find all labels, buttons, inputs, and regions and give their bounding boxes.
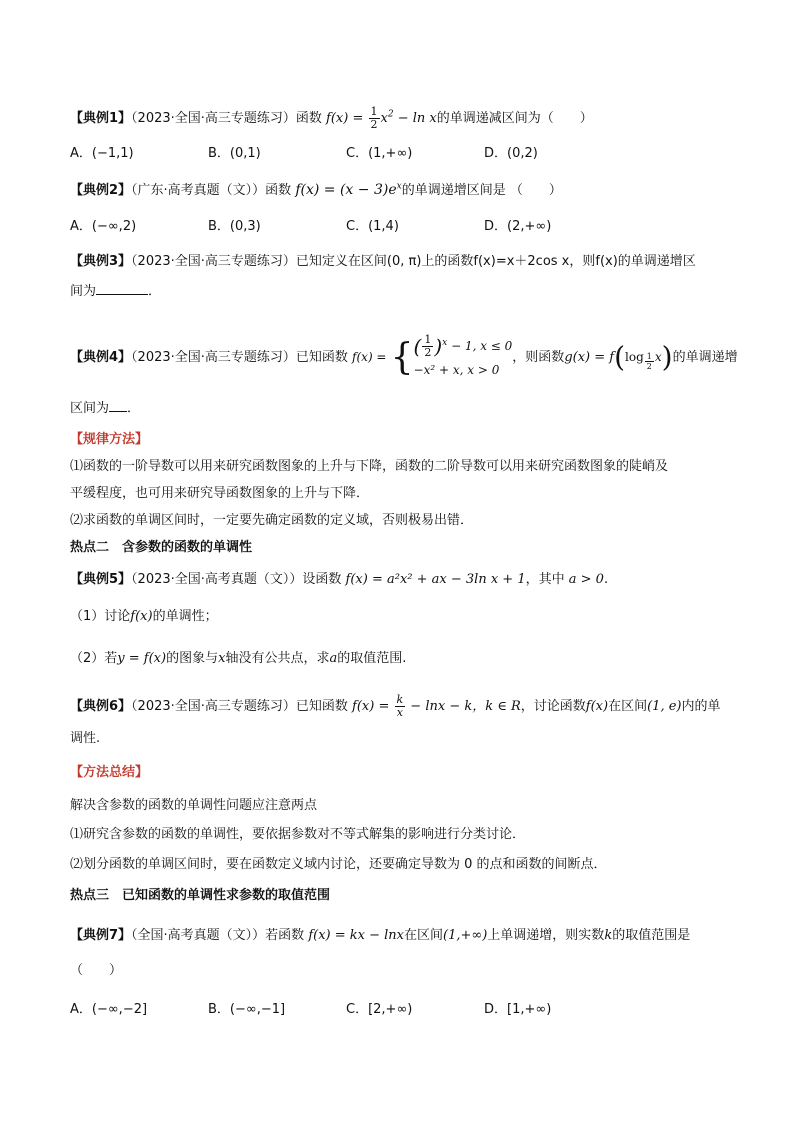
piecewise-brace: { <box>390 336 414 378</box>
example-4-g-function: g(x) = f <box>564 350 615 365</box>
example-4-line-2 <box>70 399 140 418</box>
answer-blank <box>96 282 148 295</box>
example-4-label: 【典例4】 <box>70 350 132 365</box>
example-1-function-var: x <box>380 111 388 126</box>
example-6-label: 【典例6】 <box>70 699 132 714</box>
example-4-question: 的单调递增 <box>672 350 738 365</box>
example-6-source: （2023·全国·高三专题练习）已知函数 <box>131 699 348 714</box>
example-7-k: k <box>604 928 613 943</box>
example-7-option-b: B．(−∞,−1] <box>208 1002 286 1017</box>
example-1-option-b: B．(0,1) <box>208 146 261 161</box>
example-7-source: （全国·高考真题（文））若函数 <box>131 928 305 943</box>
example-2-option-b: B．(0,3) <box>208 219 261 234</box>
piecewise-case-1: ( $\frac{1}{2}$ )$^x$ − 1, x ≤ 0 <box>413 333 513 359</box>
method-summary-point-1: ⑴研究含参数的函数的单调性，要依据参数对不等式解集的影响进行分类讨论． <box>70 827 526 842</box>
example-3-label: 【典例3】 <box>70 254 132 269</box>
example-6-fraction <box>395 694 406 719</box>
example-1-fraction <box>369 106 380 131</box>
example-7-option-c: C．[2,+∞) <box>346 1002 413 1017</box>
rule-method-title: 【规律方法】 <box>70 432 149 447</box>
piecewise-case-1-fraction <box>422 334 433 359</box>
example-3-period: ． <box>148 284 162 299</box>
example-1-question: 的单调递减区间为（ ） <box>436 111 593 126</box>
example-7-option-d: D．[1,+∞) <box>484 1002 552 1017</box>
question-2-mid2: 轴没有公共点，求 <box>225 651 330 666</box>
example-1-source: （2023·全国·高三专题练习）函数 <box>131 111 322 126</box>
example-7-question: 的取值范围是 <box>612 928 691 943</box>
example-6 <box>70 694 721 719</box>
example-5-function: f(x) = a²x² + ax − 3ln x + 1 <box>345 572 526 587</box>
example-2 <box>70 181 562 200</box>
example-6-frac-numerator: k <box>396 693 404 706</box>
piecewise-case-2: −x² + x, x > 0 <box>413 363 500 377</box>
section-heading-3: 热点三 已知函数的单调性求参数的取值范围 <box>70 888 331 903</box>
example-2-source: （广东·高考真题（文））函数 <box>131 183 292 198</box>
example-7-interval: (1,+∞) <box>443 928 488 943</box>
example-2-option-d: D．(2,+∞) <box>484 219 552 234</box>
question-2-end: 的取值范围. <box>337 651 407 666</box>
example-1-option-d: D．(0,2) <box>484 146 538 161</box>
example-7-text-line-2: （ ） <box>70 963 123 978</box>
log-base-fraction <box>645 352 654 371</box>
example-5-label: 【典例5】 <box>70 572 132 587</box>
rule-method-point-1: ⑴函数的一阶导数可以用来研究函数图象的上升与下降，函数的二阶导数可以用来研究函数图象的陡峭及 <box>70 459 669 474</box>
example-6-function-lhs: f(x) = <box>352 699 390 714</box>
example-5-mid: ，其中 <box>525 572 565 587</box>
method-summary-intro: 解决含参数的函数的单调性问题应注意两点 <box>70 798 318 813</box>
example-6-fx: f(x) <box>585 699 609 714</box>
example-7-function: f(x) = kx − lnx <box>308 928 404 943</box>
example-1-exponent: 2 <box>387 109 394 120</box>
piecewise-case-1-exponent: x <box>442 338 448 348</box>
example-6-question: 内的单 <box>681 699 721 714</box>
question-2-a: a <box>329 651 338 666</box>
log-argument: x <box>654 350 662 364</box>
example-3-line-2 <box>70 282 161 301</box>
example-6-frac-denominator: x <box>396 706 403 719</box>
example-6-mid: ，讨论函数 <box>520 699 586 714</box>
example-7-option-a: A．(−∞,−2] <box>70 1002 148 1017</box>
example-5-question-1 <box>70 608 218 626</box>
piecewise-case-1-tail: − 1, x ≤ 0 <box>447 339 513 353</box>
question-1-prefix: （1）讨论 <box>70 609 131 624</box>
example-7 <box>70 927 690 945</box>
example-2-option-a: A．(−∞,2) <box>70 219 137 234</box>
example-4: 【典例4】（2023·全国·高三专题练习）已知函数 f(x) = { ( $\frac{1}{2}$ )$^x$ − 1, x ≤ 0 −x² + x, x > 0 ，则函数g(x) = f(log $\frac{1}{2}$ x)的单调递增 <box>70 334 738 380</box>
example-1-option-a: A．(−1,1) <box>70 146 134 161</box>
example-6-text-line-2: 调性. <box>70 731 101 746</box>
method-summary-title: 【方法总结】 <box>70 765 149 780</box>
question-2-mid: 的图象与 <box>166 651 219 666</box>
question-1-fx: f(x) <box>130 609 153 624</box>
example-5 <box>70 571 608 589</box>
example-1-function-lhs: f(x) = <box>326 111 364 126</box>
example-3 <box>70 253 696 271</box>
example-1-option-c: C．(1,+∞) <box>346 146 413 161</box>
example-5-question-2 <box>70 650 406 668</box>
example-5-dot: . <box>603 572 609 587</box>
example-4-source: （2023·全国·高三专题练习）已知函数 <box>131 350 348 365</box>
example-5-source: （2023·全国·高考真题（文））设函数 <box>131 572 342 587</box>
example-2-label: 【典例2】 <box>70 183 132 198</box>
answer-blank <box>109 399 127 412</box>
log-base-numerator: 1 <box>646 352 652 361</box>
piecewise-case-1-frac-denominator: 2 <box>424 346 432 359</box>
method-summary-point-2: ⑵划分函数的单调区间时，要在函数定义域内讨论，还要确定导数为 0 的点和函数的间断点． <box>70 857 607 872</box>
question-2-x: x <box>218 651 226 666</box>
section-heading-2: 热点二 含参数的函数的单调性 <box>70 540 253 555</box>
example-1 <box>70 106 593 131</box>
example-4-function-lhs: f(x) = <box>352 350 387 364</box>
example-2-question: 的单调递增区间是 （ ） <box>401 183 562 198</box>
log-base-denominator: 2 <box>646 362 652 371</box>
question-2-prefix: （2）若 <box>70 651 118 666</box>
example-6-function-rhs: − lnx − k，k ∈ R <box>406 699 521 714</box>
example-7-mid2: 上单调递增，则实数 <box>487 928 605 943</box>
example-4-mid: ，则函数 <box>512 350 565 365</box>
piecewise-case-1-frac-numerator: 1 <box>424 333 432 346</box>
example-3-text-line-2: 间为 <box>70 284 97 299</box>
example-4-period: ． <box>127 401 141 416</box>
example-1-frac-denominator: 2 <box>370 118 378 131</box>
example-6-interval: (1, e) <box>647 699 682 714</box>
example-1-function-tail: − ln x <box>393 111 437 126</box>
question-1-end: 的单调性； <box>152 609 218 624</box>
example-5-condition: a > 0 <box>568 572 604 587</box>
example-6-mid2: 在区间 <box>608 699 648 714</box>
log-symbol: log <box>625 350 644 364</box>
example-1-label: 【典例1】 <box>70 111 132 126</box>
rule-method-point-1-cont: 平缓程度，也可用来研究导函数图象的上升与下降． <box>70 486 370 501</box>
piecewise-cases <box>414 334 513 381</box>
example-2-function: f(x) = (x − 3)e <box>295 182 397 198</box>
example-3-text-line-1: （2023·全国·高三专题练习）已知定义在区间(0, π)上的函数f(x)=x＋2cos x，则f(x)的单调递增区 <box>131 254 696 269</box>
example-2-exponent: x <box>396 181 402 192</box>
question-2-y: y = f(x) <box>117 651 167 666</box>
example-2-option-c: C．(1,4) <box>346 219 399 234</box>
example-7-mid: 在区间 <box>404 928 444 943</box>
example-4-text-line-2: 区间为 <box>70 401 110 416</box>
example-7-label: 【典例7】 <box>70 928 132 943</box>
example-1-frac-numerator: 1 <box>370 105 378 118</box>
rule-method-point-2: ⑵求函数的单调区间时，一定要先确定函数的定义域，否则极易出错． <box>70 513 474 528</box>
